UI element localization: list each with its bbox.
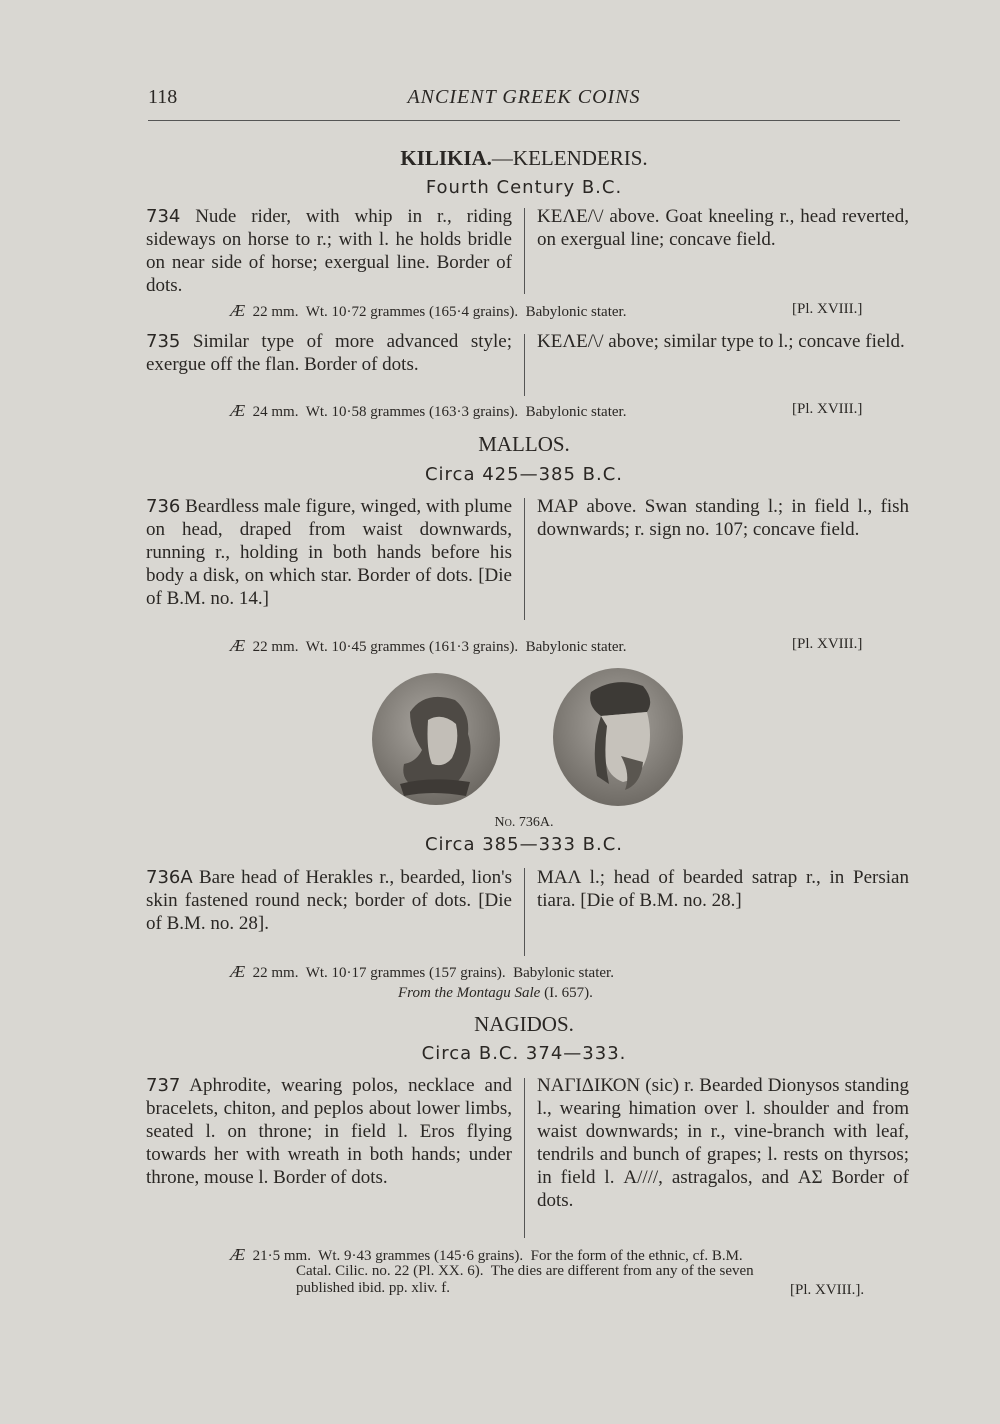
- entry-736-reverse: ΜΑΡ above. Swan standing l.; in field l., fish downwards; r. sign no. 107; concave field.: [537, 496, 909, 540]
- period-heading: Circa B.C. 374—333.: [421, 1043, 627, 1064]
- plate-reference: [Pl. XVIII.]: [792, 301, 863, 317]
- coin-obverse-herakles-image: [370, 672, 502, 807]
- plate-reference: [Pl. XVIII.].: [790, 1282, 865, 1298]
- obverse-text: Similar type of more advanced style; exergue off the flan. Border of dots.: [146, 331, 513, 375]
- obverse-text: Aphrodite, wearing polos, necklace and bracelets, chiton, and peplos about lower limbs, seated l. on throne; in field l. Eros flying towards her with wreath in both hands; under throne, mouse l. Border of dots.: [146, 1075, 512, 1188]
- entry-number: 736: [146, 496, 181, 517]
- details-text: 22 mm. Wt. 10·72 grammes (165·4 grains). Babylonic stater.: [252, 304, 627, 320]
- section-heading-kelenderis: [148, 146, 900, 171]
- provenance-ref: (I. 657).: [544, 985, 593, 1001]
- provenance: [398, 985, 593, 1002]
- column-divider: [524, 1078, 525, 1238]
- entry-736a-reverse: ΜΑΛ l.; head of bearded satrap r., in Persian tiara. [Die of B.M. no. 28.]: [537, 867, 909, 911]
- coin-reverse-satrap-image: [551, 666, 685, 808]
- region-name: KILIKIA.: [400, 146, 492, 170]
- entry-737-obverse: [146, 1074, 512, 1189]
- column-divider: [524, 334, 525, 396]
- entry-736-obverse: [146, 495, 512, 610]
- header-rule: [148, 120, 900, 121]
- entry-735-obverse: [146, 330, 512, 376]
- column-divider: [524, 208, 525, 294]
- plate-reference: [Pl. XVIII.]: [792, 636, 863, 652]
- city-name: —KELENDERIS.: [491, 146, 648, 170]
- metal-symbol: Æ: [230, 301, 246, 320]
- entry-737-details-1: [230, 1245, 743, 1265]
- entry-736a-details: [230, 962, 614, 982]
- period-heading: Circa 385—333 B.C.: [424, 834, 624, 855]
- column-divider: [524, 868, 525, 956]
- plate-reference: [Pl. XVIII.]: [792, 401, 863, 417]
- entry-736a-obverse: [146, 866, 512, 935]
- obverse-text: Nude rider, with whip in r., riding sideways on horse to r.; with l. he holds bridle on near side of horse; exergual line. Border of dots.: [146, 206, 512, 296]
- entry-number: 737: [146, 1075, 181, 1096]
- metal-symbol: Æ: [230, 636, 246, 655]
- entry-734-details: [230, 301, 626, 321]
- entry-737-details-2: Catal. Cilic. no. 22 (Pl. XX. 6). The dies are different from any of the seven: [296, 1263, 754, 1279]
- entry-734-obverse: [146, 205, 512, 297]
- column-divider: [524, 498, 525, 620]
- entry-number: 736A: [146, 867, 193, 888]
- period-heading: Fourth Century B.C.: [425, 177, 623, 198]
- metal-symbol: Æ: [230, 401, 246, 420]
- metal-symbol: Æ: [230, 1245, 246, 1264]
- details-text: 24 mm. Wt. 10·58 grammes (163·3 grains). Babylonic stater.: [252, 404, 627, 420]
- entry-737-details-3: published ibid. pp. xliv. f.: [296, 1280, 451, 1296]
- figure-caption-text: No. 736A.: [494, 815, 554, 830]
- section-heading-nagidos: NAGIDOS.: [474, 1012, 574, 1036]
- page-number: 118: [148, 86, 178, 108]
- entry-734-reverse: ΚΕΛΕ/\/ above. Goat kneeling r., head reverted, on exergual line; concave field.: [537, 206, 909, 250]
- provenance-text: From the Montagu Sale: [398, 985, 541, 1001]
- entry-735-reverse: ΚΕΛΕ/\/ above; similar type to l.; concave field.: [537, 331, 905, 352]
- details-text: 21·5 mm. Wt. 9·43 grammes (145·6 grains). For the form of the ethnic, cf. B.M.: [252, 1248, 743, 1264]
- entry-736-details: [230, 636, 626, 656]
- details-text: 22 mm. Wt. 10·17 grammes (157 grains). Babylonic stater.: [252, 965, 614, 981]
- section-heading-mallos: MALLOS.: [478, 432, 570, 456]
- entry-737-reverse: ΝΑΓΙΔΙΚΟΝ (sic) r. Bearded Dionysos standing l., wearing himation over l. shoulder and from waist downwards; in r., vine-branch with leaf, tendrils and bunch of grapes; l. rests on thyrsos; in field l. Α////, astragalos, and ΑΣ Border of dots.: [537, 1075, 909, 1211]
- entry-number: 734: [146, 206, 181, 227]
- metal-symbol: Æ: [230, 962, 246, 981]
- entry-number: 735: [146, 331, 181, 352]
- details-text: 22 mm. Wt. 10·45 grammes (161·3 grains). Babylonic stater.: [252, 639, 627, 655]
- obverse-text: Bare head of Herakles r., bearded, lion's skin fastened round neck; border of dots. [Die of B.M. no. 28].: [146, 867, 512, 934]
- period-heading: Circa 425—385 B.C.: [424, 464, 624, 485]
- obverse-text: Beardless male figure, winged, with plume on head, draped from waist downwards, running r., holding in both hands before his body a disk, on which star. Border of dots. [Die of B.M. no. 14.]: [146, 496, 512, 609]
- entry-735-details: [230, 401, 626, 421]
- figure-caption: [148, 815, 900, 831]
- running-title: ANCIENT GREEK COINS: [407, 86, 641, 108]
